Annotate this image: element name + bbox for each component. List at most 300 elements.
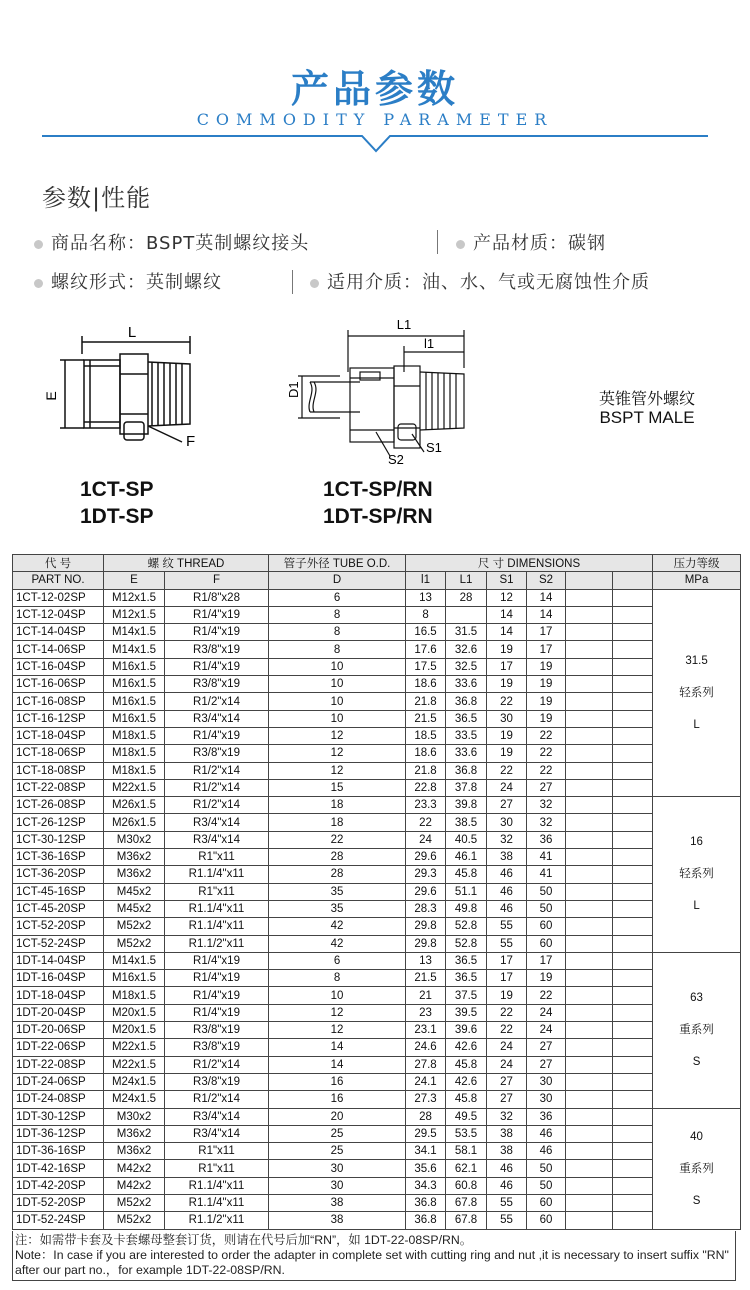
table-row bbox=[13, 831, 741, 848]
th-e: E bbox=[104, 572, 165, 589]
table-cell: 1DT-24-06SP bbox=[13, 1073, 104, 1090]
table-row bbox=[13, 1194, 741, 1211]
table-cell: 62.1 bbox=[446, 1160, 487, 1177]
table-cell: 19 bbox=[487, 676, 527, 693]
table-cell-empty bbox=[566, 1039, 613, 1056]
table-cell: R1/2"x14 bbox=[165, 1056, 269, 1073]
table-cell: 19 bbox=[487, 745, 527, 762]
table-cell: 19 bbox=[527, 710, 566, 727]
table-cell-empty bbox=[613, 745, 653, 762]
table-cell: 36.8 bbox=[406, 1212, 446, 1229]
table-cell: M24x1.5 bbox=[104, 1073, 165, 1090]
table-cell: R3/8"x19 bbox=[165, 676, 269, 693]
table-cell: 1DT-52-20SP bbox=[13, 1194, 104, 1211]
pressure-code: L bbox=[693, 718, 700, 731]
table-cell: R3/4"x14 bbox=[165, 814, 269, 831]
table-cell: 42.6 bbox=[446, 1039, 487, 1056]
table-cell: M36x2 bbox=[104, 1143, 165, 1160]
pressure-mpa: 31.5 bbox=[685, 654, 708, 667]
dim-L1: L1 bbox=[396, 317, 412, 332]
dim-S1: S1 bbox=[426, 440, 442, 455]
table-cell: 33.6 bbox=[446, 676, 487, 693]
th-empty bbox=[566, 572, 613, 589]
table-cell: 60 bbox=[527, 935, 566, 952]
table-cell-empty bbox=[613, 814, 653, 831]
table-cell: R3/8"x19 bbox=[165, 641, 269, 658]
table-cell: 46 bbox=[487, 1177, 527, 1194]
table-cell: R1/2"x14 bbox=[165, 762, 269, 779]
table-cell: 1CT-18-08SP bbox=[13, 762, 104, 779]
table-cell: M14x1.5 bbox=[104, 952, 165, 969]
table-cell-empty bbox=[613, 987, 653, 1004]
table-cell: 16.5 bbox=[406, 624, 446, 641]
table-cell-empty bbox=[613, 1212, 653, 1229]
table-cell: 10 bbox=[269, 693, 406, 710]
table-cell: 36.8 bbox=[446, 693, 487, 710]
table-cell: 21 bbox=[406, 987, 446, 1004]
table-cell: 19 bbox=[527, 970, 566, 987]
table-cell-empty bbox=[613, 849, 653, 866]
pressure-cell bbox=[653, 589, 741, 797]
table-cell: 14 bbox=[527, 606, 566, 623]
table-cell: 39.6 bbox=[446, 1022, 487, 1039]
note-en: Note：In case if you are interested to order the adapter in complete set with cutting ring and nut ,it is necessary to insert suffix "RN" after our part no.，for example 1DT-22-08SP/RN. bbox=[15, 1248, 729, 1277]
table-cell: 30 bbox=[487, 710, 527, 727]
table-cell-empty bbox=[566, 1056, 613, 1073]
table-cell: R1"x11 bbox=[165, 1143, 269, 1160]
pressure-series: 重系列 bbox=[679, 1024, 714, 1037]
table-cell: 1CT-52-20SP bbox=[13, 918, 104, 935]
table-cell: R3/8"x19 bbox=[165, 1073, 269, 1090]
table-cell: 17.6 bbox=[406, 641, 446, 658]
table-cell: 40.5 bbox=[446, 831, 487, 848]
table-cell: 23.3 bbox=[406, 797, 446, 814]
table-row bbox=[13, 1125, 741, 1142]
table-cell: 6 bbox=[269, 952, 406, 969]
table-cell: M26x1.5 bbox=[104, 814, 165, 831]
table-cell: 29.8 bbox=[406, 918, 446, 935]
table-cell: 38 bbox=[269, 1194, 406, 1211]
table-cell: 60 bbox=[527, 1194, 566, 1211]
table-cell-empty bbox=[613, 1108, 653, 1125]
pressure-code: S bbox=[692, 1056, 701, 1069]
table-cell: 50 bbox=[527, 1177, 566, 1194]
table-cell: R3/4"x14 bbox=[165, 1125, 269, 1142]
table-cell: 27.8 bbox=[406, 1056, 446, 1073]
table-cell: 33.6 bbox=[446, 745, 487, 762]
table-cell: 8 bbox=[406, 606, 446, 623]
table-cell: M52x2 bbox=[104, 935, 165, 952]
table-row bbox=[13, 935, 741, 952]
label-1ct-sp: 1CT-SP bbox=[80, 478, 154, 501]
table-row bbox=[13, 970, 741, 987]
table-cell-empty bbox=[566, 693, 613, 710]
table-cell: M52x2 bbox=[104, 1212, 165, 1229]
table-cell: 32 bbox=[487, 831, 527, 848]
table-cell: R1/2"x14 bbox=[165, 797, 269, 814]
pressure-mpa: 16 bbox=[690, 836, 703, 849]
table-cell-empty bbox=[566, 866, 613, 883]
table-row bbox=[13, 1091, 741, 1108]
table-row bbox=[13, 624, 741, 641]
table-cell-empty bbox=[613, 1056, 653, 1073]
table-cell: 19 bbox=[487, 727, 527, 744]
table-cell: 30 bbox=[487, 814, 527, 831]
table-cell: 6 bbox=[269, 589, 406, 606]
table-row bbox=[13, 745, 741, 762]
table-row bbox=[13, 1022, 741, 1039]
table-cell-empty bbox=[566, 831, 613, 848]
table-cell-empty bbox=[566, 970, 613, 987]
table-cell: 17 bbox=[487, 970, 527, 987]
table-cell: M42x2 bbox=[104, 1177, 165, 1194]
page-title: 产品参数 bbox=[290, 67, 459, 111]
table-cell: 16 bbox=[269, 1091, 406, 1108]
table-cell: 22 bbox=[527, 727, 566, 744]
table-cell: M30x2 bbox=[104, 831, 165, 848]
table-row bbox=[13, 900, 741, 917]
drawing-sp bbox=[40, 318, 230, 458]
table-cell: R3/4"x14 bbox=[165, 831, 269, 848]
table-cell-empty bbox=[566, 745, 613, 762]
table-cell: M22x1.5 bbox=[104, 1056, 165, 1073]
table-cell: 1DT-22-08SP bbox=[13, 1056, 104, 1073]
table-cell: 32.6 bbox=[446, 641, 487, 658]
table-cell: 30 bbox=[269, 1177, 406, 1194]
th-s2: S2 bbox=[527, 572, 566, 589]
table-cell: R3/4"x14 bbox=[165, 710, 269, 727]
table-row bbox=[13, 676, 741, 693]
table-cell: 13 bbox=[406, 589, 446, 606]
table-cell: 32.5 bbox=[446, 658, 487, 675]
th-mpa: MPa bbox=[653, 572, 741, 589]
table-row bbox=[13, 987, 741, 1004]
table-cell-empty bbox=[613, 710, 653, 727]
table-cell: 52.8 bbox=[446, 918, 487, 935]
table-cell-empty bbox=[566, 918, 613, 935]
table-cell: 12 bbox=[269, 1004, 406, 1021]
table-cell: 22 bbox=[269, 831, 406, 848]
table-cell-empty bbox=[613, 589, 653, 606]
th-s1: S1 bbox=[487, 572, 527, 589]
table-cell: M16x1.5 bbox=[104, 658, 165, 675]
th-L1: L1 bbox=[446, 572, 487, 589]
table-cell: 39.8 bbox=[446, 797, 487, 814]
table-cell: M45x2 bbox=[104, 883, 165, 900]
table-cell: 19 bbox=[527, 676, 566, 693]
table-cell: 22 bbox=[487, 762, 527, 779]
table-cell: 1DT-16-04SP bbox=[13, 970, 104, 987]
table-cell: R3/8"x19 bbox=[165, 1022, 269, 1039]
table-cell: 17 bbox=[527, 641, 566, 658]
table-cell-empty bbox=[566, 1073, 613, 1090]
table-row bbox=[13, 1004, 741, 1021]
table-cell: M18x1.5 bbox=[104, 727, 165, 744]
table-row bbox=[13, 814, 741, 831]
table-cell-empty bbox=[566, 1091, 613, 1108]
table-cell: 52.8 bbox=[446, 935, 487, 952]
table-row bbox=[13, 658, 741, 675]
table-cell: 32 bbox=[527, 814, 566, 831]
table-cell: 28 bbox=[446, 589, 487, 606]
table-cell: 24 bbox=[527, 1022, 566, 1039]
table-cell-empty bbox=[613, 918, 653, 935]
table-cell: 1CT-14-04SP bbox=[13, 624, 104, 641]
table-cell: 60 bbox=[527, 1212, 566, 1229]
table-cell: 18 bbox=[269, 814, 406, 831]
pressure-series: 重系列 bbox=[679, 1162, 714, 1175]
table-cell: 34.3 bbox=[406, 1177, 446, 1194]
table-cell-empty bbox=[613, 883, 653, 900]
table-cell: M36x2 bbox=[104, 1125, 165, 1142]
table-cell: 1CT-12-04SP bbox=[13, 606, 104, 623]
table-cell: R1/4"x19 bbox=[165, 658, 269, 675]
table-cell-empty bbox=[566, 935, 613, 952]
table-cell-empty bbox=[613, 676, 653, 693]
table-cell-empty bbox=[566, 1004, 613, 1021]
table-cell: R1/4"x19 bbox=[165, 727, 269, 744]
table-cell-empty bbox=[613, 658, 653, 675]
table-cell: 42 bbox=[269, 918, 406, 935]
table-cell-empty bbox=[566, 658, 613, 675]
table-cell-empty bbox=[566, 1125, 613, 1142]
table-cell: 28 bbox=[269, 849, 406, 866]
table-cell: 1DT-30-12SP bbox=[13, 1108, 104, 1125]
table-cell: 20 bbox=[269, 1108, 406, 1125]
table-cell: R1"x11 bbox=[165, 849, 269, 866]
table-cell: 18 bbox=[269, 797, 406, 814]
table-cell: 46 bbox=[527, 1125, 566, 1142]
section-title: 参数|性能 bbox=[42, 184, 152, 212]
table-cell-empty bbox=[613, 1194, 653, 1211]
table-row bbox=[13, 762, 741, 779]
table-row bbox=[13, 866, 741, 883]
table-cell: 23.1 bbox=[406, 1022, 446, 1039]
table-cell: 16 bbox=[269, 1073, 406, 1090]
table-cell: 42.6 bbox=[446, 1073, 487, 1090]
table-cell: M22x1.5 bbox=[104, 779, 165, 796]
table-row bbox=[13, 710, 741, 727]
table-cell: 38 bbox=[487, 1143, 527, 1160]
note-box bbox=[12, 1231, 736, 1281]
table-cell: 36.8 bbox=[406, 1194, 446, 1211]
table-cell: R3/4"x14 bbox=[165, 1108, 269, 1125]
table-cell: 36.5 bbox=[446, 952, 487, 969]
table-cell: 17 bbox=[487, 952, 527, 969]
table-cell: R1"x11 bbox=[165, 1160, 269, 1177]
table-cell: 39.5 bbox=[446, 1004, 487, 1021]
table-cell: 27 bbox=[487, 797, 527, 814]
table-cell-empty bbox=[566, 814, 613, 831]
table-cell-empty bbox=[613, 1004, 653, 1021]
property-material: 产品材质：碳钢 bbox=[456, 229, 606, 255]
pressure-cell bbox=[653, 797, 741, 953]
table-cell: M30x2 bbox=[104, 1108, 165, 1125]
table-cell: R1.1/2"x11 bbox=[165, 935, 269, 952]
table-cell: 12 bbox=[269, 762, 406, 779]
table-cell-empty bbox=[613, 952, 653, 969]
table-row bbox=[13, 918, 741, 935]
table-cell: 38.5 bbox=[446, 814, 487, 831]
table-cell: R1/2"x14 bbox=[165, 693, 269, 710]
table-cell: 29.3 bbox=[406, 866, 446, 883]
table-cell: 36.5 bbox=[446, 710, 487, 727]
table-cell-empty bbox=[613, 1091, 653, 1108]
table-cell: 36 bbox=[527, 1108, 566, 1125]
table-cell-empty bbox=[613, 1160, 653, 1177]
table-cell: 1CT-16-04SP bbox=[13, 658, 104, 675]
table-cell: 24.1 bbox=[406, 1073, 446, 1090]
table-cell: 21.5 bbox=[406, 970, 446, 987]
table-row bbox=[13, 1177, 741, 1194]
table-cell: 35 bbox=[269, 883, 406, 900]
table-cell-empty bbox=[566, 797, 613, 814]
table-cell: 24.6 bbox=[406, 1039, 446, 1056]
th-f: F bbox=[165, 572, 269, 589]
table-cell: 37.5 bbox=[446, 987, 487, 1004]
table-cell: 36.8 bbox=[446, 762, 487, 779]
table-cell: M16x1.5 bbox=[104, 970, 165, 987]
table-cell: 1CT-14-06SP bbox=[13, 641, 104, 658]
divider bbox=[292, 270, 293, 294]
table-cell-empty bbox=[613, 1143, 653, 1160]
pressure-cell bbox=[653, 952, 741, 1108]
table-cell: 14 bbox=[487, 606, 527, 623]
table-cell: 31.5 bbox=[446, 624, 487, 641]
table-cell: 12 bbox=[269, 1022, 406, 1039]
table-cell: 1DT-52-24SP bbox=[13, 1212, 104, 1229]
table-cell: 50 bbox=[527, 883, 566, 900]
table-cell-empty bbox=[613, 935, 653, 952]
th-d: D bbox=[269, 572, 406, 589]
label-1dt-sp: 1DT-SP bbox=[80, 505, 154, 528]
table-row bbox=[13, 1143, 741, 1160]
label-1dt-sp-rn: 1DT-SP/RN bbox=[323, 505, 433, 528]
table-cell-empty bbox=[613, 762, 653, 779]
bullet-icon bbox=[34, 279, 43, 288]
table-row bbox=[13, 727, 741, 744]
table-cell: 14 bbox=[269, 1039, 406, 1056]
table-cell: 55 bbox=[487, 935, 527, 952]
table-cell-empty bbox=[566, 1194, 613, 1211]
table-cell-empty bbox=[566, 589, 613, 606]
table-cell: 38 bbox=[269, 1212, 406, 1229]
th-part: 代 号 bbox=[13, 555, 104, 572]
table-row bbox=[13, 797, 741, 814]
dim-F: F bbox=[186, 433, 196, 450]
table-cell: 1CT-16-12SP bbox=[13, 710, 104, 727]
table-cell: R1/4"x19 bbox=[165, 987, 269, 1004]
table-cell: 10 bbox=[269, 710, 406, 727]
table-cell: 58.1 bbox=[446, 1143, 487, 1160]
table-cell-empty bbox=[566, 883, 613, 900]
table-cell-empty bbox=[613, 831, 653, 848]
table-cell-empty bbox=[566, 676, 613, 693]
table-row bbox=[13, 1212, 741, 1229]
table-cell: 15 bbox=[269, 779, 406, 796]
table-cell: R1/2"x14 bbox=[165, 1091, 269, 1108]
table-cell: 17 bbox=[527, 952, 566, 969]
table-cell: 22.8 bbox=[406, 779, 446, 796]
table-cell: 1CT-18-04SP bbox=[13, 727, 104, 744]
table-cell: 1DT-36-12SP bbox=[13, 1125, 104, 1142]
dim-E: E bbox=[43, 391, 59, 401]
table-cell: R1.1/4"x11 bbox=[165, 918, 269, 935]
table-cell-empty bbox=[566, 1212, 613, 1229]
dim-S2: S2 bbox=[388, 452, 404, 467]
th-pressure: 压力等级 bbox=[653, 555, 741, 572]
drawing-sp-rn bbox=[280, 312, 480, 472]
table-cell: 38 bbox=[487, 849, 527, 866]
header-divider bbox=[0, 0, 750, 170]
table-cell: 22 bbox=[527, 987, 566, 1004]
table-cell: 41 bbox=[527, 866, 566, 883]
table-cell: 37.8 bbox=[446, 779, 487, 796]
table-cell: 18.5 bbox=[406, 727, 446, 744]
thread-type-cn: 英锥管外螺纹 bbox=[598, 389, 695, 408]
label-1ct-sp-rn: 1CT-SP/RN bbox=[323, 478, 433, 501]
pressure-mpa: 63 bbox=[690, 992, 703, 1005]
table-cell: 1DT-42-20SP bbox=[13, 1177, 104, 1194]
table-cell: 1CT-45-20SP bbox=[13, 900, 104, 917]
table-cell: 60.8 bbox=[446, 1177, 487, 1194]
table-cell: M20x1.5 bbox=[104, 1022, 165, 1039]
table-cell: 1DT-42-16SP bbox=[13, 1160, 104, 1177]
spec-table bbox=[12, 554, 741, 1230]
table-cell: M45x2 bbox=[104, 900, 165, 917]
pressure-code: S bbox=[692, 1194, 701, 1207]
table-cell bbox=[446, 606, 487, 623]
table-cell: 29.6 bbox=[406, 849, 446, 866]
table-cell: 18.6 bbox=[406, 676, 446, 693]
table-row bbox=[13, 883, 741, 900]
table-cell-empty bbox=[613, 866, 653, 883]
table-cell: M14x1.5 bbox=[104, 641, 165, 658]
table-cell: 22 bbox=[527, 745, 566, 762]
table-cell-empty bbox=[613, 624, 653, 641]
table-cell: 45.8 bbox=[446, 1091, 487, 1108]
table-cell: 55 bbox=[487, 1194, 527, 1211]
table-cell: 55 bbox=[487, 1212, 527, 1229]
table-row bbox=[13, 1073, 741, 1090]
table-cell: 19 bbox=[527, 693, 566, 710]
table-cell-empty bbox=[566, 727, 613, 744]
th-part-no: PART NO. bbox=[13, 572, 104, 589]
table-cell: 1DT-18-04SP bbox=[13, 987, 104, 1004]
table-cell: 1DT-20-04SP bbox=[13, 1004, 104, 1021]
note-cn: 注：如需带卡套及卡套螺母整套订货，则请在代号后加“RN”，如 1DT-22-08SP/RN。 bbox=[15, 1233, 473, 1247]
table-cell-empty bbox=[566, 624, 613, 641]
table-cell: 34.1 bbox=[406, 1143, 446, 1160]
table-cell: M42x2 bbox=[104, 1160, 165, 1177]
table-cell: 1CT-12-02SP bbox=[13, 589, 104, 606]
table-cell-empty bbox=[566, 1022, 613, 1039]
table-cell: 32 bbox=[487, 1108, 527, 1125]
table-cell: 32 bbox=[527, 797, 566, 814]
table-cell: 1CT-16-06SP bbox=[13, 676, 104, 693]
table-cell: 10 bbox=[269, 658, 406, 675]
pressure-code: L bbox=[693, 900, 700, 913]
table-row bbox=[13, 641, 741, 658]
table-cell: 19 bbox=[527, 658, 566, 675]
table-cell: 49.5 bbox=[446, 1108, 487, 1125]
table-cell-empty bbox=[613, 727, 653, 744]
table-cell: 24 bbox=[487, 1039, 527, 1056]
table-row bbox=[13, 849, 741, 866]
th-tube: 管子外径 TUBE O.D. bbox=[269, 555, 406, 572]
table-cell: 27 bbox=[527, 1056, 566, 1073]
table-cell: 50 bbox=[527, 1160, 566, 1177]
